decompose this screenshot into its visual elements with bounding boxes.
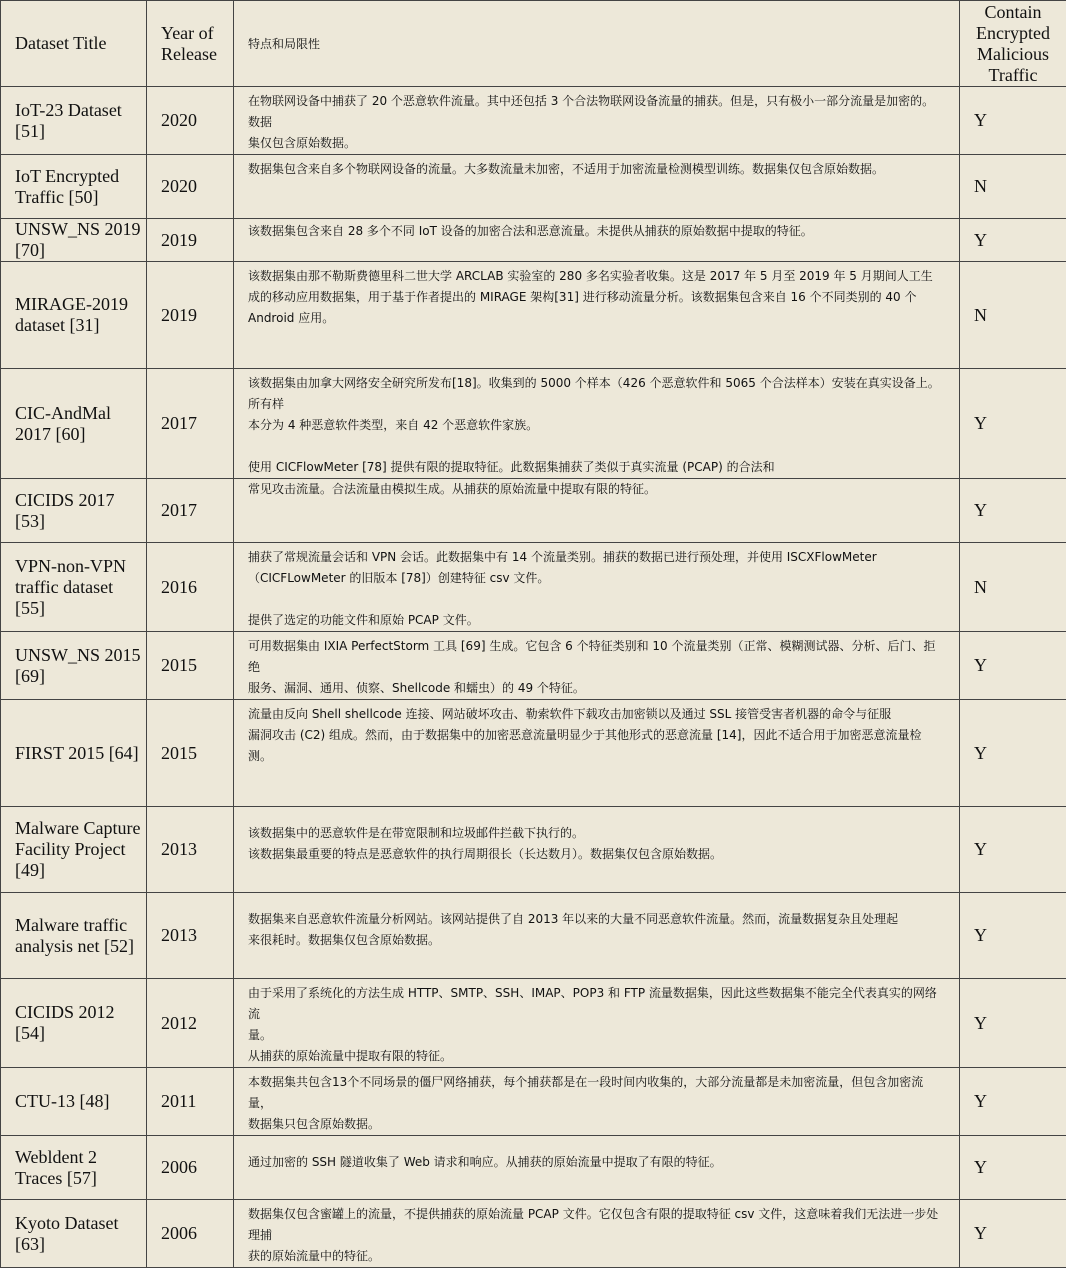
description-line: 成的移动应用数据集，用于基于作者提出的 MIRAGE 架构[31] 进行移动流量分析。该数据集包含来自 16 个不同类别的 40 个 <box>248 287 945 308</box>
dataset-title-cell: CICIDS 2012 [54] <box>1 979 147 1068</box>
encrypted-flag-cell: Y <box>960 1200 1066 1268</box>
encrypted-flag-cell: Y <box>960 219 1066 262</box>
encrypted-flag-cell: Y <box>960 807 1066 893</box>
description-line: Android 应用。 <box>248 308 945 329</box>
description-line: 量。 <box>248 1025 945 1046</box>
description-line: 捕获了常规流量会话和 VPN 会话。此数据集中有 14 个流量类别。捕获的数据已进行预处理，并使用 ISCXFlowMeter <box>248 547 945 568</box>
year-cell: 2006 <box>147 1136 234 1200</box>
description-line: 漏洞攻击 (C2) 组成。然而，由于数据集中的加密恶意流量明显少于其他形式的恶意流量 [14]，因此不适合用于加密恶意流量检 <box>248 725 945 746</box>
description-line: 测。 <box>248 746 945 767</box>
description-line: 来很耗时。数据集仅包含原始数据。 <box>248 930 945 951</box>
description-cell <box>234 807 960 893</box>
description-cell <box>234 1068 960 1136</box>
encrypted-flag-cell: N <box>960 543 1066 632</box>
dataset-title-cell: IoT Encrypted Traffic [50] <box>1 155 147 219</box>
description-line: 该数据集包含来自 28 多个不同 IoT 设备的加密合法和恶意流量。未提供从捕获的原始数据中提取的特征。 <box>248 221 945 242</box>
dataset-title-cell: Kyoto Dataset [63] <box>1 1200 147 1268</box>
year-cell: 2016 <box>147 543 234 632</box>
description-line: 该数据集最重要的特点是恶意软件的执行周期很长（长达数月）。数据集仅包含原始数据。 <box>248 844 945 865</box>
table-row <box>1 87 1066 155</box>
header-description: 特点和局限性 <box>234 1 960 87</box>
table-row <box>1 700 1066 807</box>
year-cell: 2015 <box>147 700 234 807</box>
encrypted-flag-cell: Y <box>960 1136 1066 1200</box>
year-cell: 2015 <box>147 632 234 700</box>
table-row <box>1 543 1066 632</box>
encrypted-flag-cell: Y <box>960 893 1066 979</box>
year-cell: 2017 <box>147 369 234 479</box>
description-cell <box>234 1136 960 1200</box>
dataset-title-cell: Malware traffic analysis net [52] <box>1 893 147 979</box>
dataset-title-cell: UNSW_NS 2019 [70] <box>1 219 147 262</box>
year-cell: 2013 <box>147 807 234 893</box>
description-line: 数据集只包含原始数据。 <box>248 1114 945 1135</box>
encrypted-flag-cell: Y <box>960 700 1066 807</box>
table-row <box>1 219 1066 262</box>
description-line: 在物联网设备中捕获了 20 个恶意软件流量。其中还包括 3 个合法物联网设备流量的捕获。但是，只有极小一部分流量是加密的。数据 <box>248 91 945 133</box>
description-line: 数据集包含来自多个物联网设备的流量。大多数流量未加密，不适用于加密流量检测模型训练。数据集仅包含原始数据。 <box>248 159 945 180</box>
table-row <box>1 479 1066 543</box>
encrypted-flag-cell: Y <box>960 87 1066 155</box>
description-line: 服务、漏洞、通用、侦察、Shellcode 和蠕虫）的 49 个特征。 <box>248 678 945 699</box>
table-row <box>1 262 1066 369</box>
year-cell: 2013 <box>147 893 234 979</box>
year-cell: 2011 <box>147 1068 234 1136</box>
year-cell: 2020 <box>147 87 234 155</box>
dataset-title-cell: Malware Capture Facility Project [49] <box>1 807 147 893</box>
header-row <box>1 1 1066 87</box>
description-cell <box>234 979 960 1068</box>
table-row <box>1 807 1066 893</box>
description-line: 常见攻击流量。合法流量由模拟生成。从捕获的原始流量中提取有限的特征。 <box>248 479 945 500</box>
description-cell <box>234 700 960 807</box>
description-cell <box>234 632 960 700</box>
description-line: 可用数据集由 IXIA PerfectStorm 工具 [69] 生成。它包含 6 个特征类别和 10 个流量类别（正常、模糊测试器、分析、后门、拒绝 <box>248 636 945 678</box>
description-cell <box>234 369 960 479</box>
dataset-title-cell: CIC-AndMal 2017 [60] <box>1 369 147 479</box>
description-cell <box>234 893 960 979</box>
dataset-title-cell: VPN-non-VPN traffic dataset [55] <box>1 543 147 632</box>
dataset-title-cell: CICIDS 2017 [53] <box>1 479 147 543</box>
header-year: Year of Release <box>147 1 234 87</box>
encrypted-flag-cell: Y <box>960 632 1066 700</box>
table-row <box>1 1068 1066 1136</box>
description-cell <box>234 479 960 543</box>
description-line <box>248 436 945 457</box>
description-line: 数据集来自恶意软件流量分析网站。该网站提供了自 2013 年以来的大量不同恶意软件流量。然而，流量数据复杂且处理起 <box>248 909 945 930</box>
description-cell <box>234 543 960 632</box>
encrypted-flag-cell: Y <box>960 479 1066 543</box>
description-line: 由于采用了系统化的方法生成 HTTP、SMTP、SSH、IMAP、POP3 和 FTP 流量数据集，因此这些数据集不能完全代表真实的网络流 <box>248 983 945 1025</box>
description-line: 从捕获的原始流量中提取有限的特征。 <box>248 1046 945 1067</box>
header-dataset-title: Dataset Title <box>1 1 147 87</box>
table-row <box>1 893 1066 979</box>
description-line: 该数据集由加拿大网络安全研究所发布[18]。收集到的 5000 个样本（426 个恶意软件和 5065 个合法样本）安装在真实设备上。所有样 <box>248 373 945 415</box>
description-line: 该数据集由那不勒斯费德里科二世大学 ARCLAB 实验室的 280 多名实验者收集。这是 2017 年 5 月至 2019 年 5 月期间人工生 <box>248 266 945 287</box>
year-cell: 2019 <box>147 262 234 369</box>
table-row <box>1 979 1066 1068</box>
table-row <box>1 632 1066 700</box>
year-cell: 2006 <box>147 1200 234 1268</box>
description-cell <box>234 87 960 155</box>
description-cell <box>234 155 960 219</box>
dataset-title-cell: UNSW_NS 2015 [69] <box>1 632 147 700</box>
encrypted-flag-cell: N <box>960 155 1066 219</box>
year-cell: 2019 <box>147 219 234 262</box>
dataset-title-cell: CTU-13 [48] <box>1 1068 147 1136</box>
encrypted-flag-cell: N <box>960 262 1066 369</box>
description-line: 本分为 4 种恶意软件类型，来自 42 个恶意软件家族。 <box>248 415 945 436</box>
table-row <box>1 1136 1066 1200</box>
dataset-title-cell: IoT-23 Dataset [51] <box>1 87 147 155</box>
description-line: 获的原始流量中的特征。 <box>248 1246 945 1267</box>
description-cell <box>234 1200 960 1268</box>
table-row <box>1 1200 1066 1268</box>
encrypted-flag-cell: Y <box>960 979 1066 1068</box>
year-cell: 2017 <box>147 479 234 543</box>
description-line: 本数据集共包含13个不同场景的僵尸网络捕获，每个捕获都是在一段时间内收集的，大部分流量都是未加密流量，但包含加密流量， <box>248 1072 945 1114</box>
description-cell <box>234 262 960 369</box>
dataset-title-cell: FIRST 2015 [64] <box>1 700 147 807</box>
description-line: 该数据集中的恶意软件是在带宽限制和垃圾邮件拦截下执行的。 <box>248 823 945 844</box>
dataset-title-cell: MIRAGE-2019 dataset [31] <box>1 262 147 369</box>
description-line: 使用 CICFlowMeter [78] 提供有限的提取特征。此数据集捕获了类似于真实流量 (PCAP) 的合法和 <box>248 457 945 478</box>
year-cell: 2020 <box>147 155 234 219</box>
description-line: 数据集仅包含蜜罐上的流量，不提供捕获的原始流量 PCAP 文件。它仅包含有限的提取特征 csv 文件，这意味着我们无法进一步处理捕 <box>248 1204 945 1246</box>
description-line: 通过加密的 SSH 隧道收集了 Web 请求和响应。从捕获的原始流量中提取了有限的特征。 <box>248 1152 945 1173</box>
dataset-title-cell: Webldent 2 Traces [57] <box>1 1136 147 1200</box>
description-cell <box>234 219 960 262</box>
description-line <box>248 589 945 610</box>
description-line: 集仅包含原始数据。 <box>248 133 945 154</box>
description-line: （CICFLowMeter 的旧版本 [78]）创建特征 csv 文件。 <box>248 568 945 589</box>
table-row <box>1 369 1066 479</box>
year-cell: 2012 <box>147 979 234 1068</box>
table-row <box>1 155 1066 219</box>
description-line: 流量由反向 Shell shellcode 连接、网站破坏攻击、勒索软件下载攻击加密锁以及通过 SSL 接管受害者机器的命令与征服 <box>248 704 945 725</box>
encrypted-flag-cell: Y <box>960 1068 1066 1136</box>
encrypted-flag-cell: Y <box>960 369 1066 479</box>
header-encrypted-flag: Contain Encrypted Malicious Traffic <box>960 1 1066 87</box>
description-line: 提供了选定的功能文件和原始 PCAP 文件。 <box>248 610 945 631</box>
